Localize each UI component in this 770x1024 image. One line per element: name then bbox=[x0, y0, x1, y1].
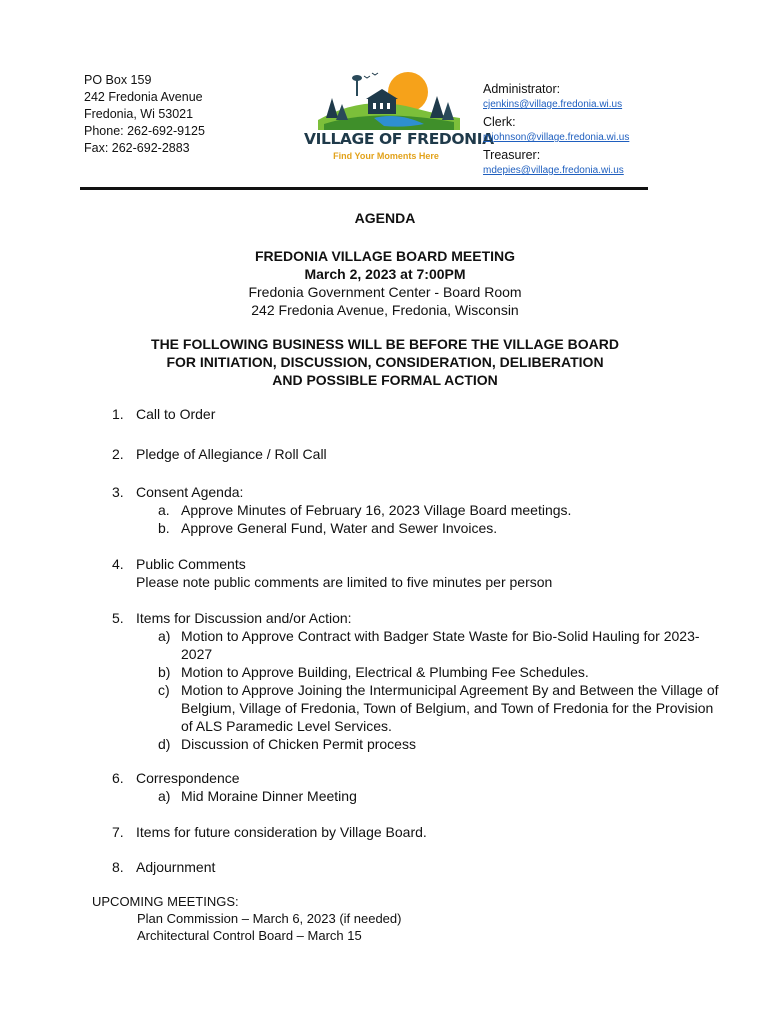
item-number: 3. bbox=[112, 484, 124, 500]
village-address bbox=[84, 72, 205, 157]
address-line: Phone: 262-692-9125 bbox=[84, 124, 205, 138]
sub-item bbox=[136, 627, 726, 663]
sub-item-label: a) bbox=[158, 628, 171, 644]
village-landscape-icon bbox=[304, 68, 468, 130]
sub-item bbox=[136, 663, 726, 681]
item-note: Please note public comments are limited to five minutes per person bbox=[136, 574, 553, 590]
sub-item bbox=[136, 787, 726, 805]
item-text: Correspondence bbox=[136, 770, 240, 786]
sub-item bbox=[136, 501, 726, 519]
contact-email-link[interactable]: mdepies@village.fredonia.wi.us bbox=[483, 165, 624, 176]
meeting-address: 242 Fredonia Avenue, Fredonia, Wisconsin bbox=[251, 302, 519, 318]
item-number: 1. bbox=[112, 406, 124, 422]
upcoming-meetings bbox=[92, 893, 401, 944]
item-number: 4. bbox=[112, 556, 124, 572]
sub-item bbox=[136, 681, 726, 735]
item-number: 6. bbox=[112, 770, 124, 786]
item-number: 7. bbox=[112, 824, 124, 840]
business-notice-line: FOR INITIATION, DISCUSSION, CONSIDERATION, DELIBERATION bbox=[166, 354, 604, 370]
sub-item-text: Approve General Fund, Water and Sewer Invoices. bbox=[181, 520, 498, 536]
address-line: PO Box 159 bbox=[84, 73, 152, 87]
header-divider bbox=[80, 187, 648, 190]
item-number: 5. bbox=[112, 610, 124, 626]
address-line: 242 Fredonia Avenue bbox=[84, 90, 203, 104]
item-text: Pledge of Allegiance / Roll Call bbox=[136, 446, 327, 462]
upcoming-heading: UPCOMING MEETINGS: bbox=[92, 894, 239, 909]
meeting-location: Fredonia Government Center - Board Room bbox=[248, 284, 522, 300]
sub-item-text: Approve Minutes of February 16, 2023 Village Board meetings. bbox=[181, 502, 572, 518]
sub-item bbox=[136, 735, 726, 753]
sub-item-label: d) bbox=[158, 736, 171, 752]
village-logo bbox=[304, 68, 494, 168]
logo-tagline: Find Your Moments Here bbox=[333, 151, 439, 161]
item-text: Call to Order bbox=[136, 406, 216, 422]
item-text: Consent Agenda: bbox=[136, 484, 244, 500]
sub-item-label: b. bbox=[158, 520, 170, 536]
upcoming-meeting: Plan Commission – March 6, 2023 (if needed) bbox=[137, 911, 402, 926]
contact-role: Treasurer: bbox=[483, 148, 541, 162]
sub-item-text: Motion to Approve Contract with Badger State Waste for Bio-Solid Hauling for 2023-2027 bbox=[181, 628, 700, 662]
sub-item-text: Motion to Approve Building, Electrical & Plumbing Fee Schedules. bbox=[181, 664, 589, 680]
sub-item bbox=[136, 519, 726, 537]
contact-email-link[interactable]: mjohnson@village.fredonia.wi.us bbox=[483, 132, 630, 143]
sub-item-text: Discussion of Chicken Permit process bbox=[181, 736, 416, 752]
item-number: 8. bbox=[112, 859, 124, 875]
item-text: Items for Discussion and/or Action: bbox=[136, 610, 352, 626]
sub-item-label: b) bbox=[158, 664, 171, 680]
contact-role: Clerk: bbox=[483, 115, 516, 129]
sub-item-text: Motion to Approve Joining the Intermunicipal Agreement By and Between the Village of Belgium, Village of Fredonia, Town of Belgium, and Town of Fredonia for the Provision of ALS Paramedic Level Services. bbox=[181, 682, 719, 734]
agenda-heading: AGENDA bbox=[354, 210, 416, 226]
contact-email-link[interactable]: cjenkins@village.fredonia.wi.us bbox=[483, 99, 623, 110]
business-notice-line: AND POSSIBLE FORMAL ACTION bbox=[272, 372, 498, 388]
sub-item-label: a. bbox=[158, 502, 170, 518]
item-text: Adjournment bbox=[136, 859, 216, 875]
business-notice-line: THE FOLLOWING BUSINESS WILL BE BEFORE THE VILLAGE BOARD bbox=[151, 336, 619, 352]
address-line: Fax: 262-692-2883 bbox=[84, 141, 190, 155]
item-text: Items for future consideration by Village Board. bbox=[136, 824, 427, 840]
meeting-date: March 2, 2023 at 7:00PM bbox=[304, 266, 466, 282]
sub-item-text: Mid Moraine Dinner Meeting bbox=[181, 788, 357, 804]
item-number: 2. bbox=[112, 446, 124, 462]
address-line: Fredonia, Wi 53021 bbox=[84, 107, 194, 121]
sub-item-label: c) bbox=[158, 682, 170, 698]
meeting-title: FREDONIA VILLAGE BOARD MEETING bbox=[254, 248, 516, 264]
sub-item-label: a) bbox=[158, 788, 171, 804]
contact-list bbox=[483, 82, 629, 181]
item-text: Public Comments bbox=[136, 556, 246, 572]
logo-name: VILLAGE OF FREDONIA bbox=[304, 130, 494, 148]
contact-role: Administrator: bbox=[483, 82, 561, 96]
upcoming-meeting: Architectural Control Board – March 15 bbox=[137, 928, 362, 943]
